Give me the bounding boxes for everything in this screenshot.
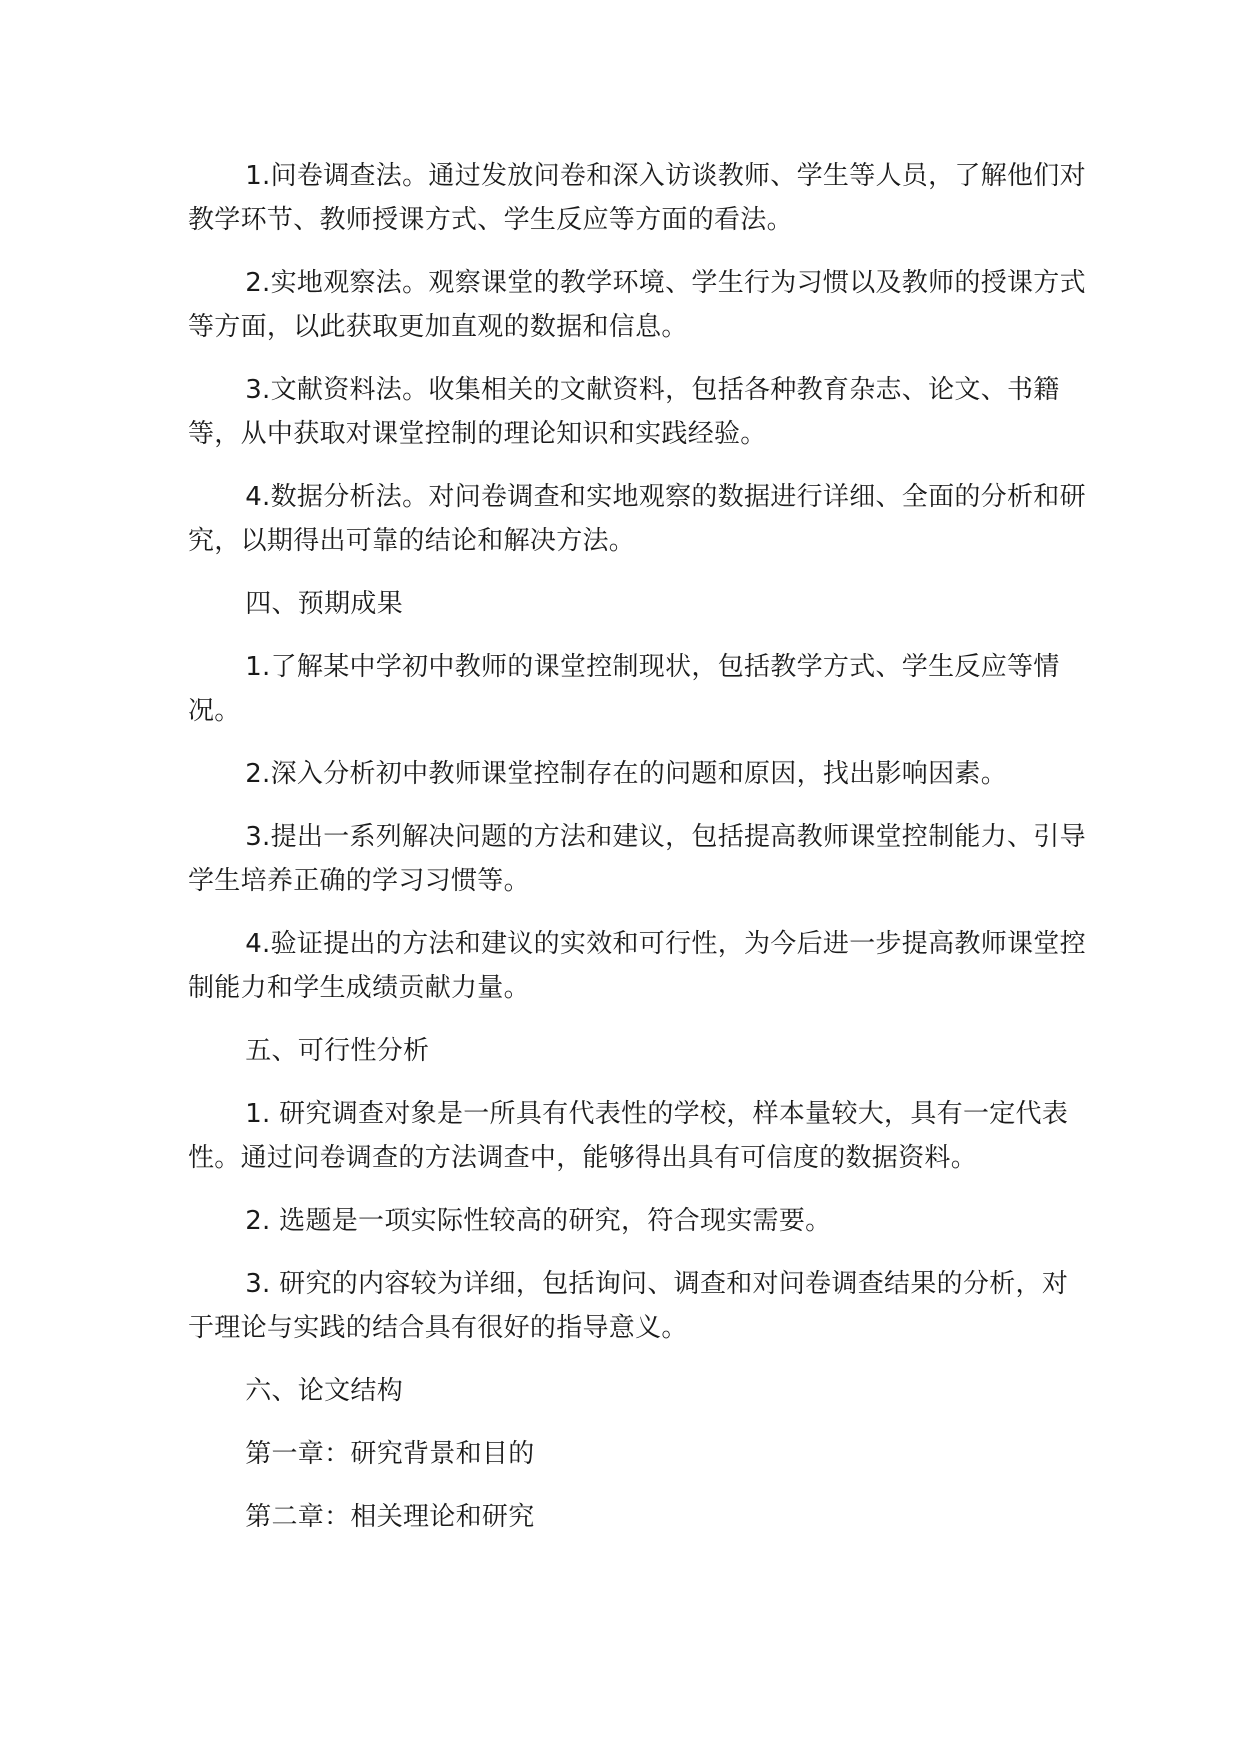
- chapter-2-title: 第二章：相关理论和研究: [245, 1502, 535, 1532]
- section-heading-thesis-structure: 六、论文结构: [245, 1376, 403, 1406]
- paragraph-data-analysis-method: 4.数据分析法。对问卷调查和实地观察的数据进行详细、全面的分析和研究，以期得出可靠的结论和解决方法。: [188, 482, 1086, 556]
- paragraph-result-2: 2.深入分析初中教师课堂控制存在的问题和原因，找出影响因素。: [245, 759, 1007, 789]
- document-body: [188, 154, 1088, 1558]
- paragraph-result-4: 4.验证提出的方法和建议的实效和可行性，为今后进一步提高教师课堂控制能力和学生成绩贡献力量。: [188, 929, 1086, 1003]
- paragraph-feasibility-1: 1. 研究调查对象是一所具有代表性的学校，样本量较大，具有一定代表性。通过问卷调查的方法调查中，能够得出具有可信度的数据资料。: [188, 1099, 1069, 1173]
- paragraph-observation-method: 2.实地观察法。观察课堂的教学环境、学生行为习惯以及教师的授课方式等方面，以此获取更加直观的数据和信息。: [188, 268, 1086, 342]
- paragraph-literature-method: 3.文献资料法。收集相关的文献资料，包括各种教育杂志、论文、书籍等，从中获取对课堂控制的理论知识和实践经验。: [188, 375, 1060, 449]
- paragraph-survey-method: 1.问卷调查法。通过发放问卷和深入访谈教师、学生等人员，了解他们对教学环节、教师授课方式、学生反应等方面的看法。: [188, 161, 1086, 235]
- paragraph-feasibility-3: 3. 研究的内容较为详细，包括询问、调查和对问卷调查结果的分析，对于理论与实践的结合具有很好的指导意义。: [188, 1269, 1069, 1343]
- paragraph-result-3: 3.提出一系列解决问题的方法和建议，包括提高教师课堂控制能力、引导学生培养正确的学习习惯等。: [188, 822, 1086, 896]
- section-heading-feasibility: 五、可行性分析: [245, 1036, 430, 1066]
- chapter-1-title: 第一章：研究背景和目的: [245, 1439, 535, 1469]
- paragraph-result-1: 1.了解某中学初中教师的课堂控制现状，包括教学方式、学生反应等情况。: [188, 652, 1060, 726]
- section-heading-expected-results: 四、预期成果: [245, 589, 403, 619]
- paragraph-feasibility-2: 2. 选题是一项实际性较高的研究，符合现实需要。: [245, 1206, 832, 1236]
